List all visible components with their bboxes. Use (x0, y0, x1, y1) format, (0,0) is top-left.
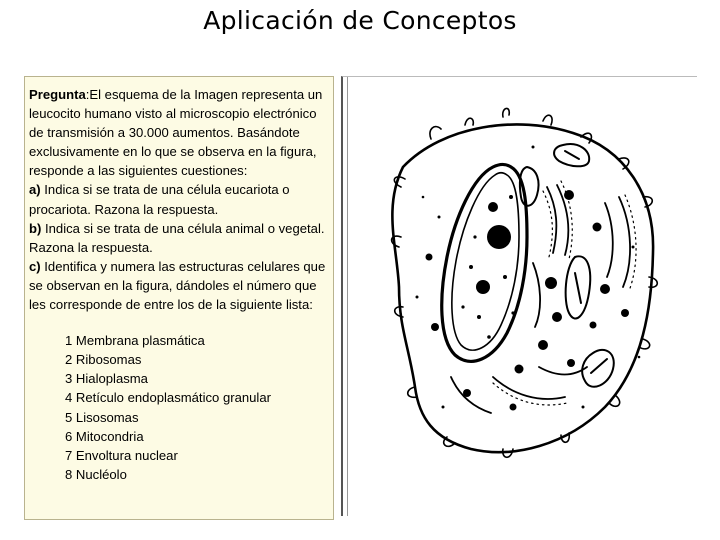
list-item: 1 Membrana plasmática (65, 333, 205, 349)
mitochondrion (582, 350, 614, 387)
question-label: Pregunta (29, 87, 86, 102)
nucleolus (488, 202, 498, 212)
list-item: 4 Retículo endoplasmático granular (65, 390, 271, 406)
rough-er (451, 185, 630, 413)
list-item: 3 Hialoplasma (65, 371, 148, 387)
lysosome (515, 365, 524, 374)
question-box (24, 76, 334, 520)
structure-list (65, 331, 329, 484)
lysosome (593, 223, 602, 232)
leukocyte-figure (341, 76, 697, 516)
lysosome (426, 254, 433, 261)
mitochondrion (554, 144, 589, 166)
list-item: 8 Nucléolo (65, 466, 127, 482)
question-intro (29, 85, 329, 180)
mitochondrion (566, 256, 591, 318)
lysosome (431, 323, 439, 331)
question-intro-text: :El esquema de la Imagen representa un leucocito humano visto al microscopio electrónico de transmisión a 30.000 aumentos. Basándote exclusivamente en lo que se observa en la figura, responde a las siguientes cuestiones: (29, 87, 323, 179)
question-b (29, 219, 329, 257)
list-item: 7 Envoltura nuclear (65, 447, 178, 463)
lysosome (600, 284, 610, 294)
lysosome (567, 359, 575, 367)
lysosome (510, 404, 517, 411)
question-a-label: a) (29, 182, 41, 198)
lysosome (545, 277, 557, 289)
lysosome (538, 340, 548, 350)
slide-title: Aplicación de Conceptos (203, 6, 517, 35)
question-a (29, 180, 329, 218)
leukocyte-drawing (343, 77, 699, 517)
lysosome (621, 309, 629, 317)
lysosome (463, 389, 471, 397)
ribosome-dots (493, 181, 636, 405)
question-a-text: Indica si se trata de una célula eucariota o procariota. Razona la respuesta. (29, 182, 290, 217)
list-item: 2 Ribosomas (65, 352, 142, 368)
lysosome (487, 225, 511, 249)
list-item: 6 Mitocondria (65, 428, 144, 444)
lysosome (564, 190, 574, 200)
question-c-text: Identifica y numera las estructuras celulares que se observan en la figura, dándoles el número que les corresponde de entre los de la siguiente lista: (29, 258, 326, 313)
lysosome (476, 280, 490, 294)
lysosome (552, 312, 562, 322)
question-c-label: c) (29, 258, 41, 274)
question-c (29, 257, 329, 314)
nuclear-envelope-inner (452, 173, 519, 350)
question-b-label: b) (29, 220, 42, 236)
list-item: 5 Lisosomas (65, 409, 139, 425)
lysosome (590, 322, 597, 329)
question-b-text: Indica si se trata de una célula animal o vegetal. Razona la respuesta. (29, 220, 325, 255)
